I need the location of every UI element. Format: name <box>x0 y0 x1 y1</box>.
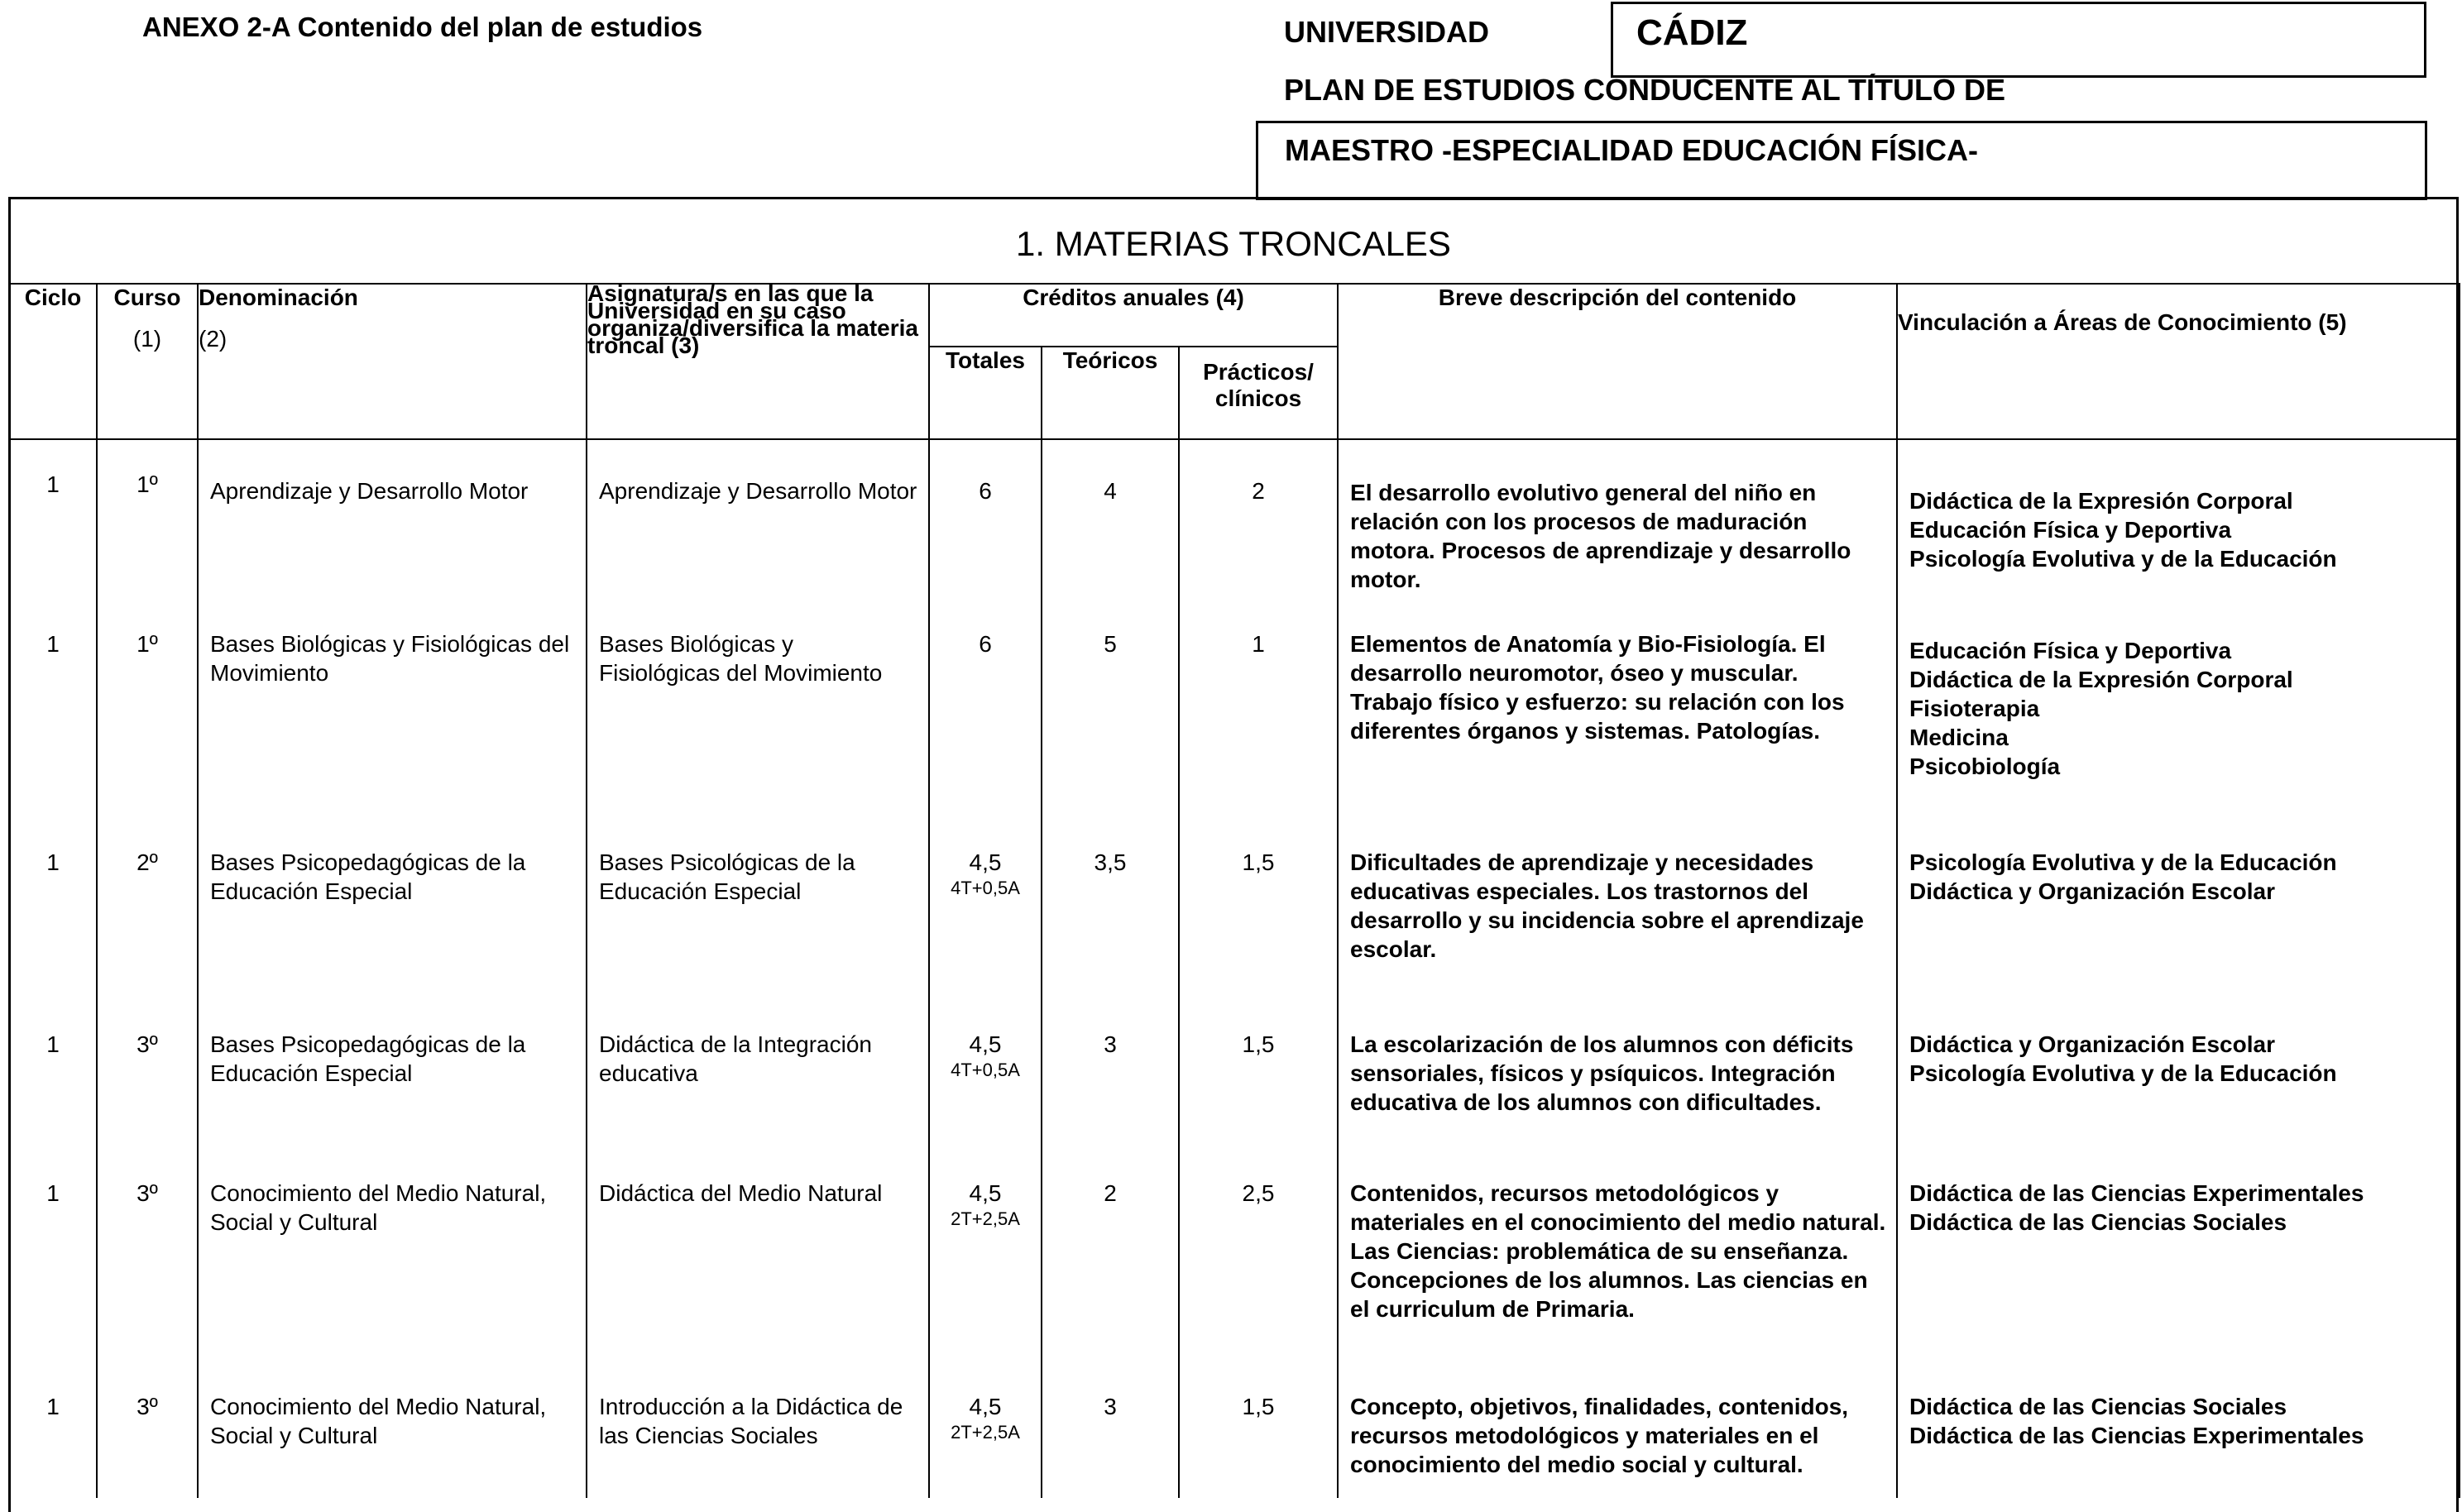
col-totales <box>929 347 1042 439</box>
area-item: Psicología Evolutiva y de la Educación <box>1909 849 2337 875</box>
col-curso <box>97 284 198 439</box>
col-ciclo <box>9 284 97 439</box>
descripcion-cell: Dificultades de aprendizaje y necesidades educativas especiales. Los trastornos del desarrollo y su incidencia sobre el aprendizaje escolar. <box>1338 830 1897 1012</box>
denominacion-cell: Bases Psicopedagógicas de la Educación Especial <box>198 1012 587 1160</box>
degree-title-value: MAESTRO -ESPECIALIDAD EDUCACIÓN FÍSICA- <box>1285 133 1979 167</box>
curso-cell: 3º <box>97 1012 198 1160</box>
totales-cell <box>929 611 1042 830</box>
col-asignatura-label: Asignatura/s en las que la Universidad en su caso organiza/diversifica la materia troncal (3) <box>587 280 918 358</box>
area-item: Psicobiología <box>1909 754 2061 779</box>
curso-cell: 1º <box>97 611 198 830</box>
practicos-cell: 1,5 <box>1179 1374 1338 1498</box>
col-creditos <box>929 284 1338 347</box>
university-field <box>1611 2 2426 78</box>
curso-cell: 2º <box>97 830 198 1012</box>
col-curso-label: Curso <box>113 285 181 310</box>
col-vinculacion <box>1897 284 2460 439</box>
totales-value: 6 <box>979 478 992 504</box>
col-denominacion <box>198 284 587 439</box>
teoricos-cell: 3 <box>1042 1012 1179 1160</box>
descripcion-cell: Elementos de Anatomía y Bio-Fisiología. El desarrollo neuromotor, óseo y muscular. Trabajo físico y esfuerzo: su relación con los diferentes órganos y sistemas. Patologías. <box>1338 611 1897 830</box>
table-row <box>9 1012 2460 1160</box>
denominacion-cell: Bases Psicopedagógicas de la Educación Especial <box>198 830 587 1012</box>
col-teoricos <box>1042 347 1179 439</box>
ciclo-cell: 1 <box>9 830 97 1012</box>
descripcion-cell: Contenidos, recursos metodológicos y materiales en el conocimiento del medio natural. Las Ciencias: problemática de su enseñanza. Concepciones de los alumnos. Las ciencias en el curriculum de Primaria. <box>1338 1160 1897 1374</box>
degree-title-field <box>1256 121 2427 200</box>
asignatura-cell: Bases Psicológicas de la Educación Especial <box>587 830 929 1012</box>
totales-cell <box>929 439 1042 611</box>
area-item: Didáctica de las Ciencias Sociales <box>1909 1209 2287 1235</box>
totales-value: 4,5 <box>969 849 1002 875</box>
denominacion-cell: Aprendizaje y Desarrollo Motor <box>198 439 587 611</box>
table-row <box>9 439 2460 611</box>
col-descripcion-label: Breve descripción del contenido <box>1438 285 1797 310</box>
university-value: CÁDIZ <box>1636 12 1748 53</box>
area-item: Educación Física y Deportiva <box>1909 638 2232 663</box>
asignatura-cell: Introducción a la Didáctica de las Ciencias Sociales <box>587 1374 929 1498</box>
ciclo-cell: 1 <box>9 611 97 830</box>
materias-table <box>8 280 2460 1498</box>
col-practicos <box>1179 347 1338 439</box>
col-ciclo-label: Ciclo <box>24 285 82 310</box>
teoricos-cell: 5 <box>1042 611 1179 830</box>
university-label: UNIVERSIDAD <box>1284 15 1490 49</box>
ciclo-cell: 1 <box>9 439 97 611</box>
totales-cell <box>929 1012 1042 1160</box>
ciclo-cell: 1 <box>9 1160 97 1374</box>
area-item: Didáctica de las Ciencias Sociales <box>1909 1394 2287 1419</box>
area-item: Didáctica de la Expresión Corporal <box>1909 667 2293 692</box>
section-title: 1. MATERIAS TRONCALES <box>1016 224 1451 263</box>
totales-cell <box>929 1160 1042 1374</box>
area-item: Didáctica de las Ciencias Experimentales <box>1909 1423 2364 1448</box>
asignatura-cell: Didáctica de la Integración educativa <box>587 1012 929 1160</box>
totales-value: 4,5 <box>969 1031 1002 1057</box>
ciclo-cell: 1 <box>9 1012 97 1160</box>
totales-note: 4T+0,5A <box>951 1060 1020 1080</box>
plan-label: PLAN DE ESTUDIOS CONDUCENTE AL TÍTULO DE <box>1284 73 2006 107</box>
col-denominacion-note: (2) <box>199 326 228 352</box>
annex-title: ANEXO 2-A Contenido del plan de estudios <box>142 12 703 42</box>
denominacion-cell: Bases Biológicas y Fisiológicas del Movimiento <box>198 611 587 830</box>
area-item: Didáctica y Organización Escolar <box>1909 878 2275 904</box>
teoricos-cell: 4 <box>1042 439 1179 611</box>
areas-cell <box>1897 439 2460 611</box>
practicos-cell: 2,5 <box>1179 1160 1338 1374</box>
col-curso-note: (1) <box>132 326 162 352</box>
area-item: Educación Física y Deportiva <box>1909 517 2232 543</box>
totales-note: 2T+2,5A <box>951 1208 1020 1229</box>
asignatura-cell: Aprendizaje y Desarrollo Motor <box>587 439 929 611</box>
table-row <box>9 611 2460 830</box>
teoricos-cell: 2 <box>1042 1160 1179 1374</box>
totales-value: 4,5 <box>969 1394 1002 1419</box>
descripcion-cell: La escolarización de los alumnos con déficits sensoriales, físicos y psíquicos. Integración educativa de los alumnos con dificultades. <box>1338 1012 1897 1160</box>
denominacion-cell: Conocimiento del Medio Natural, Social y Cultural <box>198 1374 587 1498</box>
ciclo-cell: 1 <box>9 1374 97 1498</box>
practicos-cell: 2 <box>1179 439 1338 611</box>
denominacion-cell: Conocimiento del Medio Natural, Social y Cultural <box>198 1160 587 1374</box>
areas-cell <box>1897 830 2460 1012</box>
area-item: Didáctica de la Expresión Corporal <box>1909 488 2293 514</box>
col-teoricos-label: Teóricos <box>1062 347 1158 373</box>
col-creditos-label: Créditos anuales (4) <box>1023 285 1244 310</box>
areas-cell <box>1897 1012 2460 1160</box>
col-vinculacion-label: Vinculación a Áreas de Conocimiento (5) <box>1898 309 2347 335</box>
area-item: Medicina <box>1909 725 2009 750</box>
table-row <box>9 1374 2460 1498</box>
teoricos-cell: 3 <box>1042 1374 1179 1498</box>
area-item: Psicología Evolutiva y de la Educación <box>1909 546 2337 572</box>
totales-note: 2T+2,5A <box>951 1422 1020 1443</box>
col-descripcion <box>1338 284 1897 439</box>
totales-cell <box>929 830 1042 1012</box>
table-row <box>9 1160 2460 1374</box>
totales-note: 4T+0,5A <box>951 878 1020 898</box>
areas-cell <box>1897 1160 2460 1374</box>
curso-cell: 3º <box>97 1374 198 1498</box>
curso-cell: 1º <box>97 439 198 611</box>
teoricos-cell: 3,5 <box>1042 830 1179 1012</box>
practicos-cell: 1,5 <box>1179 1012 1338 1160</box>
totales-value: 6 <box>979 631 992 657</box>
table-row <box>9 830 2460 1012</box>
col-denominacion-label: Denominación <box>199 285 358 310</box>
asignatura-cell: Didáctica del Medio Natural <box>587 1160 929 1374</box>
area-item: Didáctica y Organización Escolar <box>1909 1031 2275 1057</box>
totales-value: 4,5 <box>969 1180 1002 1206</box>
col-practicos-label: Prácticos/ clínicos <box>1203 359 1314 411</box>
areas-cell <box>1897 611 2460 830</box>
practicos-cell: 1,5 <box>1179 830 1338 1012</box>
col-totales-label: Totales <box>946 347 1025 373</box>
curso-cell: 3º <box>97 1160 198 1374</box>
descripcion-cell: Concepto, objetivos, finalidades, contenidos, recursos metodológicos y materiales en el conocimiento del medio social y cultural. <box>1338 1374 1897 1498</box>
descripcion-cell: El desarrollo evolutivo general del niño en relación con los procesos de maduración motora. Procesos de aprendizaje y desarrollo motor. <box>1338 439 1897 611</box>
area-item: Didáctica de las Ciencias Experimentales <box>1909 1180 2364 1206</box>
asignatura-cell: Bases Biológicas y Fisiológicas del Movimiento <box>587 611 929 830</box>
practicos-cell: 1 <box>1179 611 1338 830</box>
area-item: Fisioterapia <box>1909 696 2040 721</box>
area-item: Psicología Evolutiva y de la Educación <box>1909 1060 2337 1086</box>
areas-cell <box>1897 1374 2460 1498</box>
totales-cell <box>929 1374 1042 1498</box>
col-asignatura <box>587 280 929 439</box>
